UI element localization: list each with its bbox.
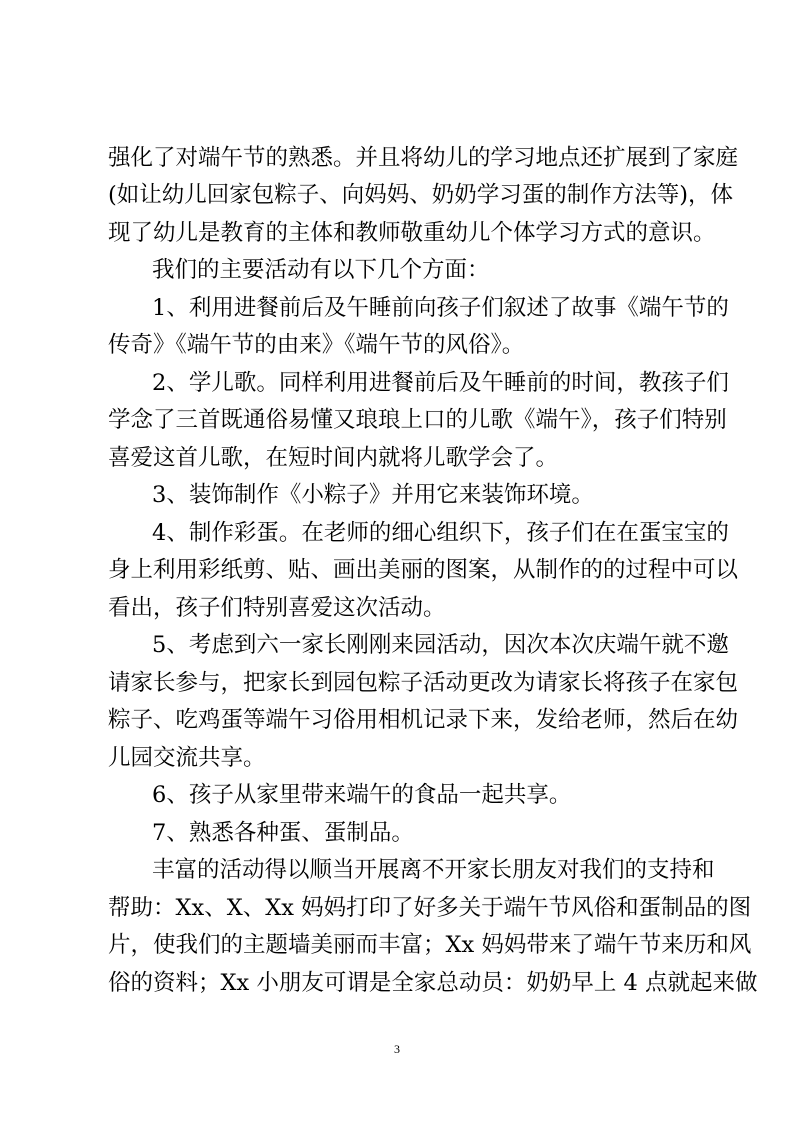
text-line: 学念了三首既通俗易懂又琅琅上口的儿歌《端午》，孩子们特别 <box>108 407 727 433</box>
text-line: 5、考虑到六一家长刚刚来园活动，因次本次庆端午就不邀 <box>152 632 729 658</box>
text-line: 丰富的活动得以顺当开展离不开家长朋友对我们的支持和 <box>152 857 715 883</box>
text-line: 帮助：Xx、X、Xx 妈妈打印了好多关于端午节风俗和蛋制品的图 <box>108 895 752 921</box>
text-line: 3、装饰制作《小粽子》并用它来装饰环境。 <box>152 482 594 508</box>
page-number: 3 <box>394 1042 400 1056</box>
text-line: 1、利用进餐前后及午睡前向孩子们叙述了故事《端午节的 <box>152 295 729 321</box>
text-line: (如让幼儿回家包粽子、向妈妈、奶奶学习蛋的制作方法等)，体 <box>108 182 734 208</box>
text-line: 儿园交流共享。 <box>108 745 266 771</box>
text-line: 7、熟悉各种蛋、蛋制品。 <box>152 820 414 846</box>
text-line: 片，使我们的主题墙美丽而丰富；Xx 妈妈带来了端午节来历和风 <box>108 932 752 958</box>
text-line: 现了幼儿是教育的主体和教师敬重幼儿个体学习方式的意识。 <box>108 220 716 246</box>
text-line: 6、孩子从家里带来端午的食品一起共享。 <box>152 782 572 808</box>
text-line: 请家长参与，把家长到园包粽子活动更改为请家长将孩子在家包 <box>108 670 739 696</box>
text-line: 喜爱这首儿歌，在短时间内就将儿歌学会了。 <box>108 445 559 471</box>
text-line: 俗的资料；Xx 小朋友可谓是全家总动员：奶奶早上 4 点就起来做 <box>108 970 758 996</box>
text-line: 2、学儿歌。同样利用进餐前后及午睡前的时间，教孩子们 <box>152 370 729 396</box>
text-line: 传奇》《端午节的由来》《端午节的风俗》。 <box>108 332 525 358</box>
text-line: 身上利用彩纸剪、贴、画出美丽的图案，从制作的的过程中可以 <box>108 557 739 583</box>
text-line: 粽子、吃鸡蛋等端午习俗用相机记录下来，发给老师，然后在幼 <box>108 707 739 733</box>
text-line: 我们的主要活动有以下几个方面： <box>152 257 490 283</box>
text-line: 4、制作彩蛋。在老师的细心组织下，孩子们在在蛋宝宝的 <box>152 520 729 546</box>
text-line: 强化了对端午节的熟悉。并且将幼儿的学习地点还扩展到了家庭 <box>108 145 739 171</box>
text-line: 看出，孩子们特别喜爱这次活动。 <box>108 595 446 621</box>
